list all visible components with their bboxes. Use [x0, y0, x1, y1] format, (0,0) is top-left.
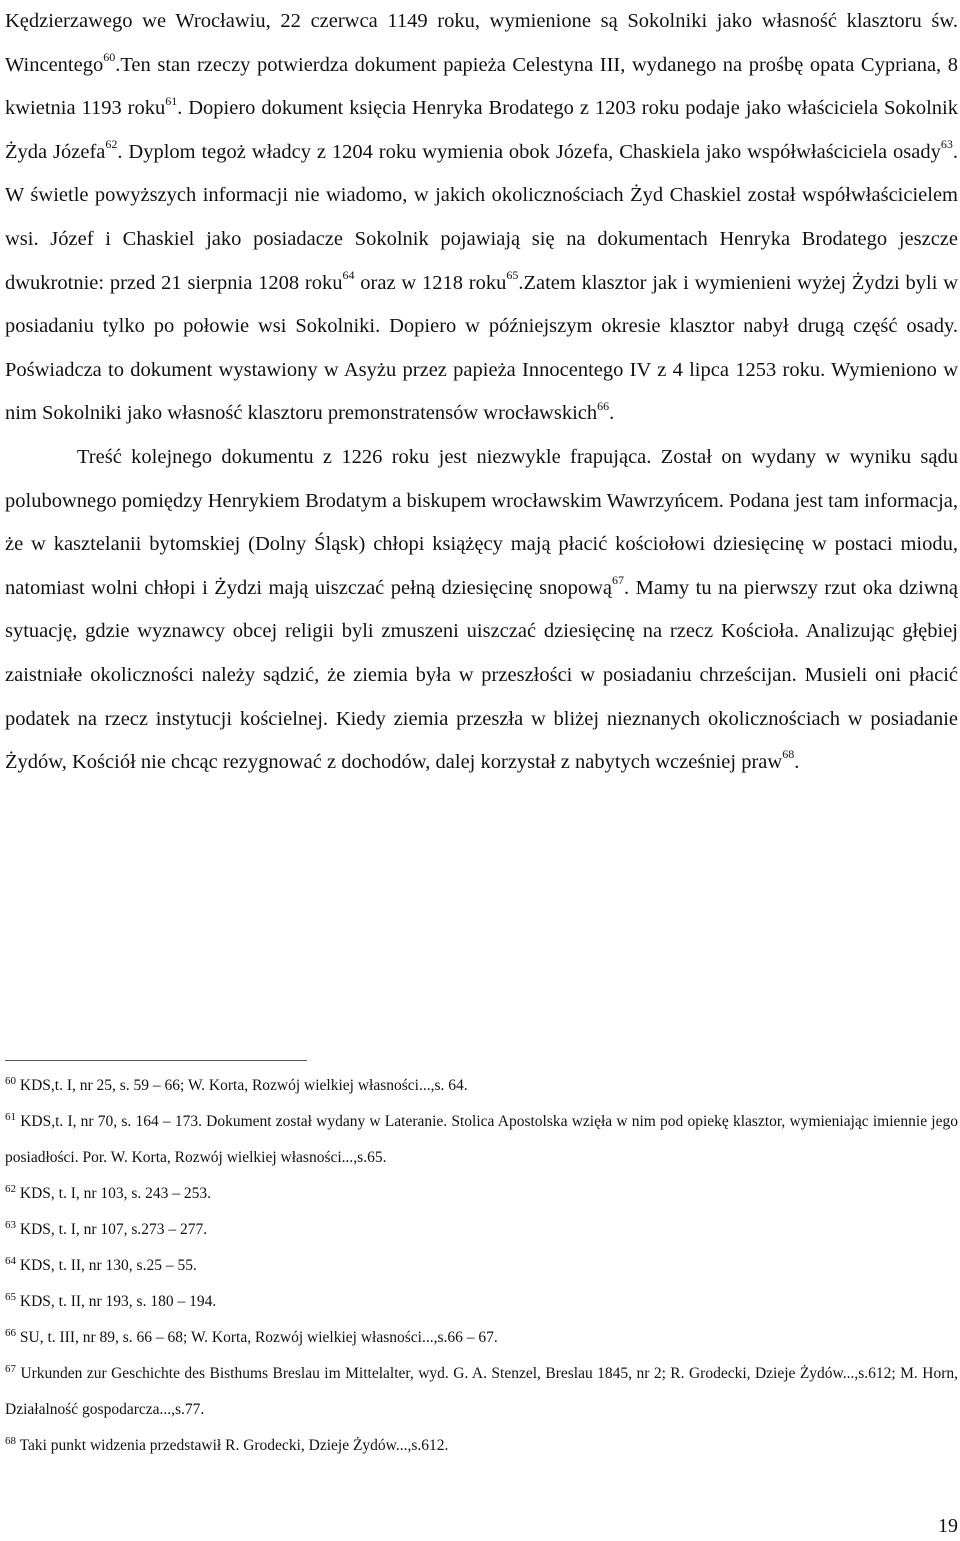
footnote-ref-67[interactable]: 67: [612, 573, 625, 588]
footnote-68: [5, 1428, 958, 1464]
footnote-text: Taki punkt widzenia przedstawił R. Grodecki, Dzieje Żydów...,s.612.: [16, 1437, 449, 1454]
footnote-60: [5, 1068, 958, 1104]
footnote-number: 60: [5, 1074, 16, 1087]
paragraph-text: . Dopiero dokument księcia Henryka Brodatego z 1203 roku podaje jako właściciela Sokolnik Żyda Józefa: [5, 97, 958, 163]
footnote-66: [5, 1320, 958, 1356]
footnote-65: [5, 1284, 958, 1320]
paragraph-text: . Dyplom tegoż władcy z 1204 roku wymienia obok Józefa, Chaskiela jako współwłaściciela osady: [117, 140, 941, 163]
footnote-61: [5, 1104, 958, 1176]
footnote-number: 68: [5, 1434, 16, 1447]
footnote-text: Urkunden zur Geschichte des Bisthums Breslau im Mittelalter, wyd. G. A. Stenzel, Breslau 1845, nr 2; R. Grodecki, Dzieje Żydów...,s.612; M. Horn, Działalność gospodarcza...,s.77.: [5, 1365, 958, 1418]
footnotes: [5, 1068, 958, 1464]
paragraph-text: Treść kolejnego dokumentu z 1226 roku jest niezwykle frapująca. Został on wydany w wyniku sądu polubownego pomiędzy Henrykiem Brodatym a biskupem wrocławskim Wawrzyńcem. Podana jest tam informacja, że w kasztelanii bytomskiej (Dolny Śląsk) chłopi książęcy mają płacić kościołowi dziesięcinę w postaci miodu, natomiast wolni chłopi i Żydzi mają uiszczać pełną dziesięcinę snopową: [5, 445, 958, 599]
paragraph-text: .: [609, 402, 615, 425]
footnote-ref-61[interactable]: 61: [165, 93, 178, 108]
paragraph-text: .Ten stan rzeczy potwierdza dokument papieża Celestyna III, wydanego na prośbę opata Cypriana, 8 kwietnia 1193 roku: [5, 53, 958, 120]
paragraph-2: [5, 436, 958, 785]
footnote-text: KDS, t. II, nr 193, s. 180 – 194.: [16, 1293, 217, 1310]
footnote-64: [5, 1248, 958, 1284]
paragraph-text: . W świetle powyższych informacji nie wiadomo, w jakich okolicznościach Żyd Chaskiel został współwłaścicielem wsi. Józef i Chaskiel jako posiadacze Sokolnik pojawiają się na dokumentach Henryka Brodatego jeszcze dwukrotnie: przed 21 sierpnia 1208 roku: [5, 140, 958, 294]
footnote-number: 65: [5, 1290, 16, 1303]
footnote-ref-65[interactable]: 65: [506, 267, 519, 282]
paragraph-text: . Mamy tu na pierwszy rzut oka dziwną sytuację, gdzie wyznawcy obcej religii byli zmuszeni uiszczać dziesięcinę na rzecz Kościoła. Analizując głębiej zaistniałe okoliczności należy sądzić, że ziemia była w przeszłości w posiadaniu chrześcijan. Musieli oni płacić podatek na rzecz instytucji kościelnej. Kiedy ziemia przeszła w bliżej nieznanych okolicznościach w posiadanie Żydów, Kościół nie chcąc rezygnować z dochodów, dalej korzystał z nabytych wcześniej praw: [5, 576, 958, 774]
footnote-text: KDS, t. I, nr 107, s.273 – 277.: [16, 1221, 208, 1238]
footnote-text: KDS, t. I, nr 103, s. 243 – 253.: [16, 1185, 212, 1202]
footnote-number: 67: [5, 1362, 16, 1375]
footnote-text: KDS, t. II, nr 130, s.25 – 55.: [16, 1257, 197, 1274]
footnote-ref-62[interactable]: 62: [105, 137, 118, 152]
paragraph-text: .Zatem klasztor jak i wymienieni wyżej Żydzi byli w posiadaniu tylko po połowie wsi Sokolniki. Dopiero w późniejszym okresie klasztor nabył drugą część osady. Poświadcza to dokument wystawiony w Asyżu przez papieża Innocentego IV z 4 lipca 1253 roku. Wymieniono w nim Sokolniki jako własność klasztoru premonstratensów wrocławskich: [5, 271, 959, 425]
footnote-text: KDS,t. I, nr 25, s. 59 – 66; W. Korta, Rozwój wielkiej własności...,s. 64.: [16, 1077, 468, 1094]
footnote-number: 64: [5, 1254, 16, 1267]
page-number: 19: [938, 1515, 958, 1537]
footnote-text: SU, t. III, nr 89, s. 66 – 68; W. Korta, Rozwój wielkiej własności...,s.66 – 67.: [16, 1329, 498, 1346]
footnote-63: [5, 1212, 958, 1248]
footnote-67: [5, 1356, 958, 1428]
footnote-ref-66[interactable]: 66: [597, 398, 610, 413]
footnote-number: 62: [5, 1182, 16, 1195]
footnote-number: 61: [5, 1110, 16, 1123]
paragraph-text: .: [794, 751, 800, 774]
footnote-ref-60[interactable]: 60: [103, 49, 116, 64]
footnote-62: [5, 1176, 958, 1212]
footnote-text: KDS,t. I, nr 70, s. 164 – 173. Dokument został wydany w Lateranie. Stolica Apostolska wzięła w nim pod opiekę klasztor, wymieniając imiennie jego posiadłości. Por. W. Korta, Rozwój wielkiej własności...,s.65.: [5, 1113, 958, 1166]
paragraph-text: oraz w 1218 roku: [354, 271, 507, 294]
body-text: [5, 0, 958, 785]
paragraph-1: [5, 0, 958, 436]
footnote-ref-68[interactable]: 68: [782, 747, 795, 762]
footnote-separator: [5, 1060, 307, 1061]
footnote-number: 63: [5, 1218, 16, 1231]
footnote-number: 66: [5, 1326, 16, 1339]
footnote-ref-63[interactable]: 63: [940, 137, 953, 152]
paragraph-text: Kędzierzawego we Wrocławiu, 22 czerwca 1149 roku, wymienione są Sokolniki jako własność klasztoru św. Wincentego: [5, 10, 958, 76]
footnote-ref-64[interactable]: 64: [342, 267, 355, 282]
